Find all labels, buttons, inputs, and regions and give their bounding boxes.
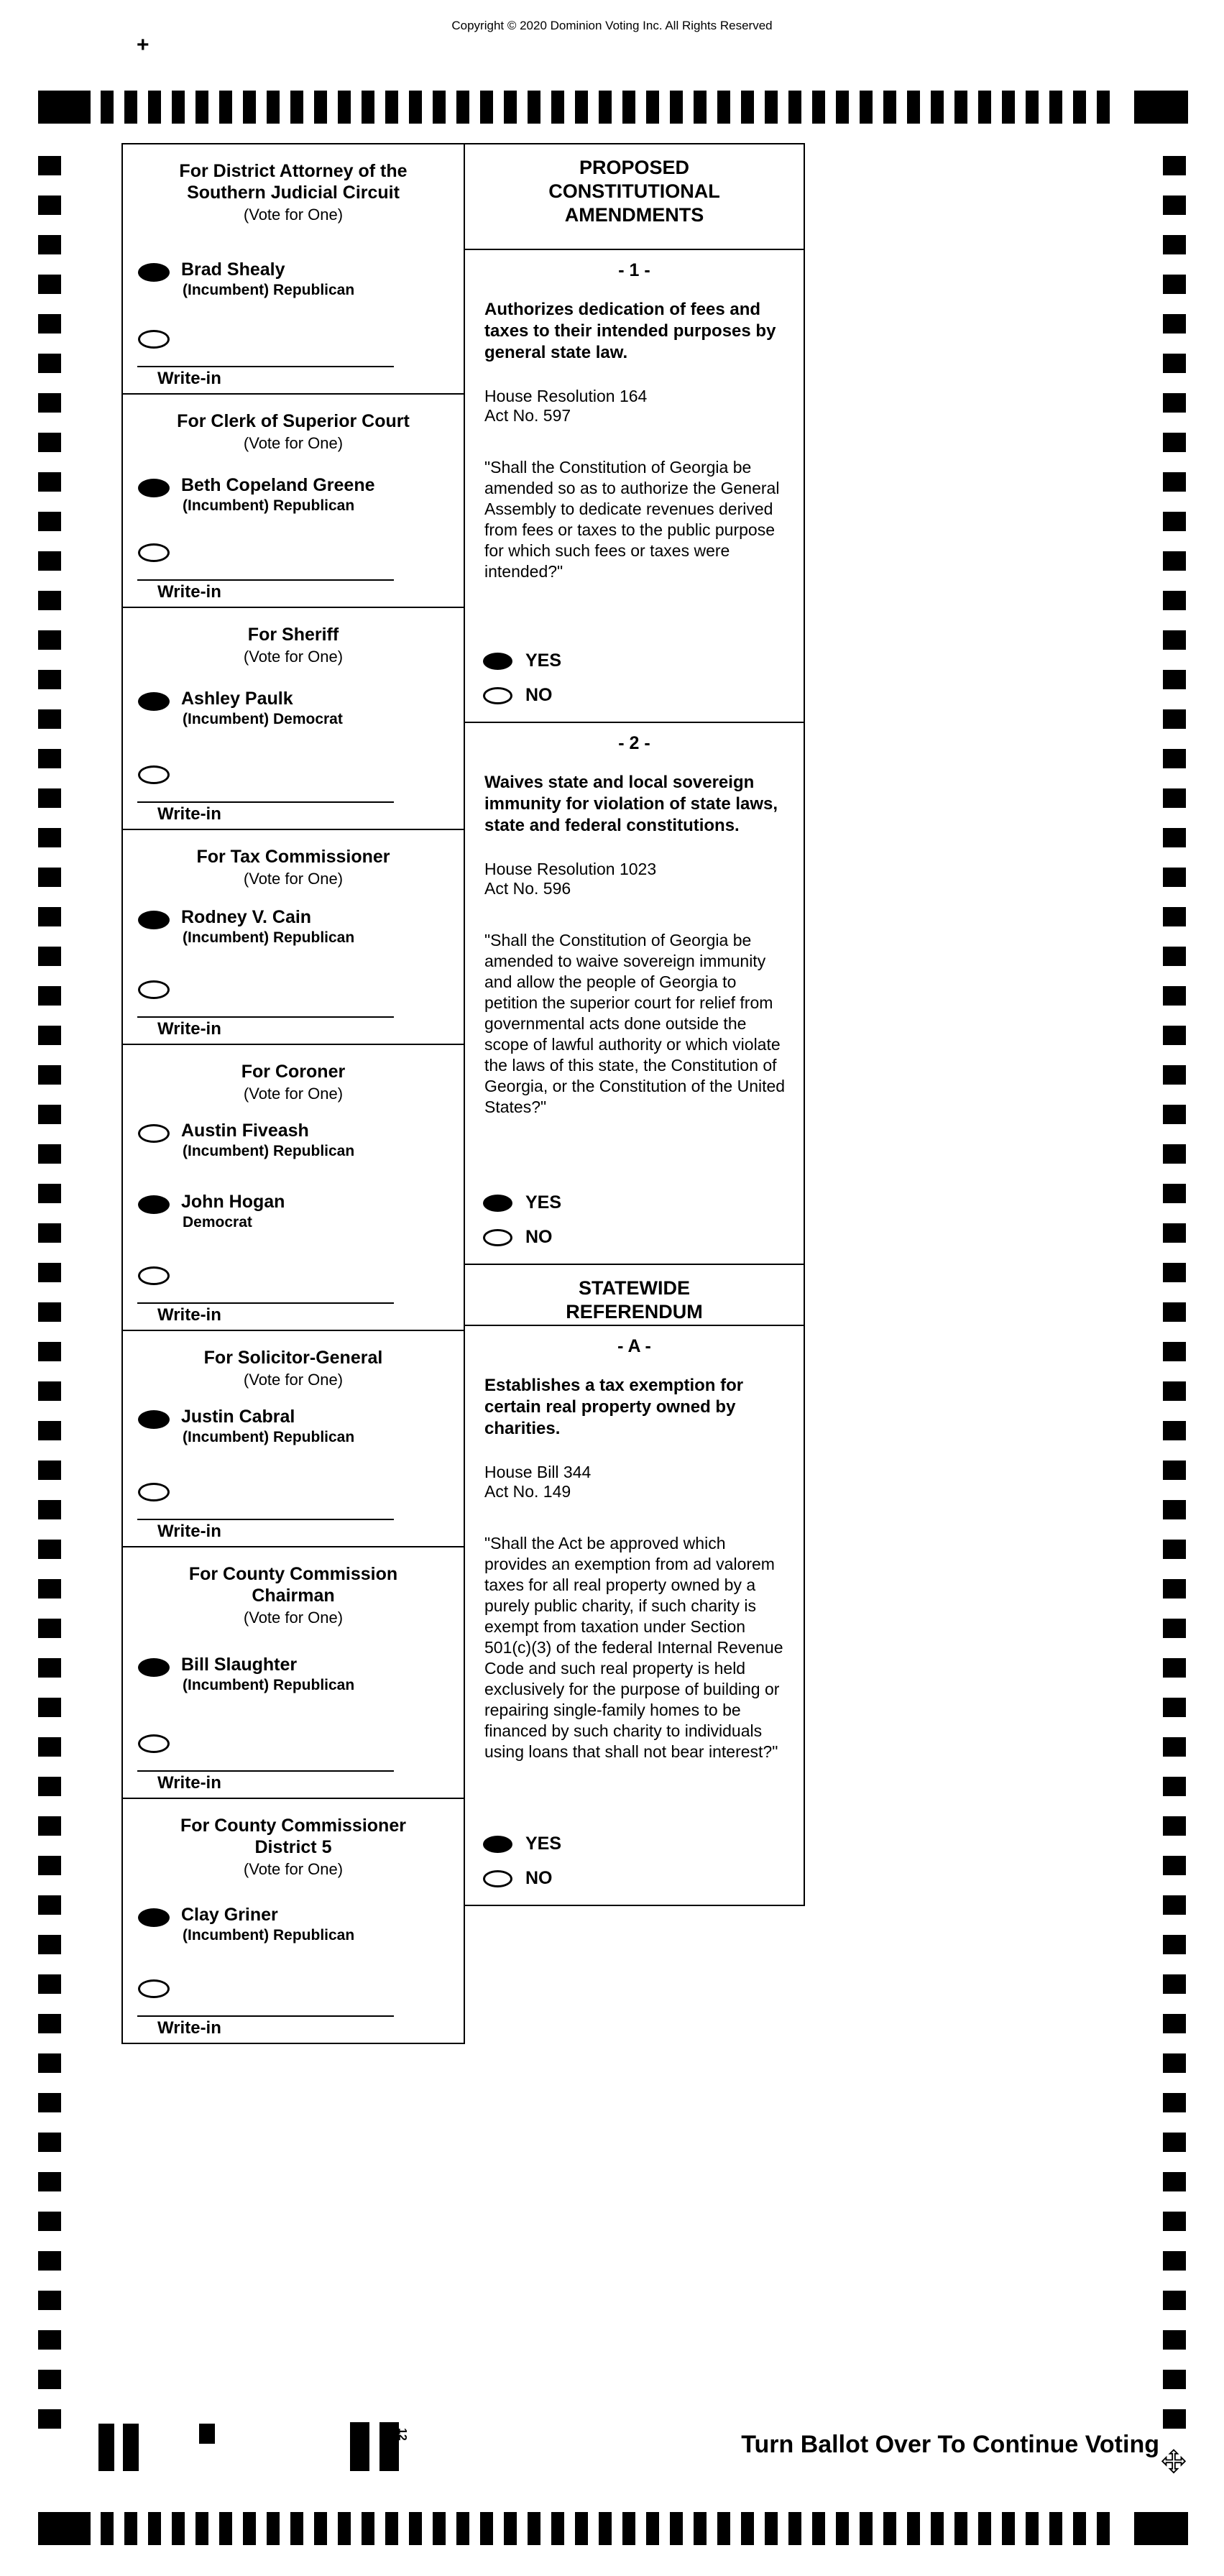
no-oval[interactable] [483, 1870, 512, 1887]
contest-county-commissioner-district-5 [121, 1798, 465, 2043]
measure-summary: Establishes a tax exemption for certain real property owned by charities. [484, 1376, 744, 1438]
option-no [483, 1868, 553, 1889]
measure-summary: Authorizes dedication of fees and taxes to their intended purposes by general state law. [484, 300, 776, 362]
option-no [483, 685, 553, 706]
contest-district-attorney [121, 143, 465, 393]
candidate-option [138, 1192, 285, 1231]
candidate-name: Beth Copeland Greene [181, 475, 375, 495]
timing-mark-block-bottom-right [1134, 2512, 1188, 2545]
stub-mark [123, 2424, 139, 2471]
candidate-oval[interactable] [138, 692, 170, 711]
write-in-line [137, 1770, 394, 1772]
turn-ballot-over-text: Turn Ballot Over To Continue Voting [741, 2431, 1159, 2458]
candidate-oval[interactable] [138, 1908, 170, 1927]
move-arrows-icon [1159, 2448, 1188, 2477]
measure-reference: House Resolution 1023 Act No. 596 [484, 860, 657, 898]
write-in-label: Write-in [157, 1773, 221, 1793]
write-in-area[interactable] [137, 1519, 394, 1542]
yes-label: YES [525, 1192, 562, 1213]
candidate-oval[interactable] [138, 263, 170, 282]
candidate-oval[interactable] [138, 911, 170, 929]
contest-title: For County Commission Chairman [188, 1564, 398, 1606]
write-in-label: Write-in [157, 1522, 221, 1541]
write-in-line [137, 1016, 394, 1018]
option-no [483, 1227, 553, 1248]
no-oval[interactable] [483, 1229, 512, 1246]
candidate-oval[interactable] [138, 1195, 170, 1214]
candidate-option [138, 689, 343, 728]
timing-mark-block-top-right [1134, 91, 1188, 124]
write-in-area[interactable] [137, 1302, 394, 1325]
candidate-oval[interactable] [138, 1124, 170, 1143]
yes-oval[interactable] [483, 653, 512, 670]
measure-reference: House Resolution 164 Act No. 597 [484, 387, 648, 425]
candidate-name: Brad Shealy [181, 259, 285, 280]
yes-label: YES [525, 650, 562, 671]
write-in-area[interactable] [137, 1016, 394, 1039]
write-in-line [137, 2015, 394, 2017]
candidate-party: Democrat [183, 1214, 252, 1230]
yes-oval[interactable] [483, 1836, 512, 1853]
timing-mark-block-top-left [38, 91, 91, 124]
write-in-line [137, 366, 394, 367]
no-label: NO [525, 685, 553, 705]
write-in-line [137, 1519, 394, 1520]
write-in-oval[interactable] [138, 330, 170, 349]
contest-title: For Clerk of Superior Court [177, 411, 410, 431]
write-in-oval[interactable] [138, 1483, 170, 1501]
yes-oval[interactable] [483, 1195, 512, 1212]
candidate-name: Clay Griner [181, 1905, 278, 1925]
candidate-name: John Hogan [181, 1192, 285, 1212]
write-in-line [137, 801, 394, 803]
candidate-party: (Incumbent) Republican [183, 1429, 355, 1445]
measure-question: "Shall the Act be approved which provides an exemption from ad valorem taxes for all real property owned by a purely public charity, if such charity is exempt from taxation under Section 501(c)(3) of the federal Internal Revenue Code and such real property is held exclusively for the purpose of building or repairing single-family homes to be financed by such charity to individuals using loans that shall not bear interest?" [484, 1534, 783, 1761]
option-yes [483, 1834, 561, 1854]
copyright-text: Copyright © 2020 Dominion Voting Inc. All Rights Reserved [451, 19, 773, 32]
no-oval[interactable] [483, 687, 512, 704]
write-in-label: Write-in [157, 804, 221, 824]
measure-referendum-a [464, 1325, 805, 1905]
measure-number: - A - [617, 1336, 651, 1356]
measure-reference: House Bill 344 Act No. 149 [484, 1463, 592, 1501]
registration-plus-mark: + [137, 33, 149, 57]
timing-marks-top [101, 91, 1110, 124]
candidate-name: Justin Cabral [181, 1407, 295, 1427]
contest-title: For County Commissioner District 5 [180, 1816, 406, 1857]
write-in-label: Write-in [157, 369, 221, 388]
vote-instruction: (Vote for One) [243, 1085, 344, 1103]
candidate-option [138, 475, 375, 515]
timing-marks-right [1163, 156, 1186, 2429]
write-in-area[interactable] [137, 1770, 394, 1793]
contest-solicitor-general [121, 1330, 465, 1546]
stub-mark [350, 2422, 369, 2471]
write-in-area[interactable] [137, 2015, 394, 2038]
candidate-oval[interactable] [138, 479, 170, 497]
candidate-party: (Incumbent) Republican [183, 497, 355, 514]
measure-number: - 2 - [618, 733, 650, 753]
measure-question: "Shall the Constitution of Georgia be amended to waive sovereign immunity and allow the people of Georgia to petition the superior court for relief from governmental acts done outside the scope of lawful authority or which violate the laws of this state, the Constitution of Georgia, or the Constitution of the United States?" [484, 931, 786, 1116]
measure-number: - 1 - [618, 260, 650, 280]
contests-column [121, 143, 465, 2044]
vote-instruction: (Vote for One) [243, 434, 344, 452]
write-in-oval[interactable] [138, 1979, 170, 1998]
option-yes [483, 1192, 561, 1213]
vote-instruction: (Vote for One) [243, 206, 344, 224]
contest-sheriff [121, 607, 465, 829]
contest-title: For Solicitor-General [203, 1348, 383, 1368]
contest-title: For Tax Commissioner [196, 847, 390, 867]
candidate-name: Ashley Paulk [181, 689, 293, 709]
amendments-header: PROPOSED CONSTITUTIONAL AMENDMENTS [464, 143, 805, 249]
measure-amendment-2 [464, 722, 805, 1264]
candidate-party: (Incumbent) Republican [183, 1677, 355, 1693]
vote-instruction: (Vote for One) [243, 1371, 344, 1389]
stub-mark [98, 2424, 114, 2471]
write-in-area[interactable] [137, 366, 394, 389]
write-in-oval[interactable] [138, 1734, 170, 1753]
measure-question: "Shall the Constitution of Georgia be amended so as to authorize the General Assembly to dedicate revenues derived from fees or taxes to the public purpose for which such fees or taxes were intended?" [484, 458, 780, 581]
contest-title: For Sheriff [247, 625, 339, 645]
vote-instruction: (Vote for One) [243, 1860, 344, 1878]
candidate-oval[interactable] [138, 1410, 170, 1429]
candidate-option [138, 1655, 354, 1694]
write-in-oval[interactable] [138, 543, 170, 562]
write-in-oval[interactable] [138, 765, 170, 784]
referendum-header: STATEWIDE REFERENDUM [464, 1264, 805, 1325]
measure-summary: Waives state and local sovereign immunity for violation of state laws, state and federal constitutions. [484, 773, 778, 835]
candidate-option [138, 259, 354, 299]
option-yes [483, 650, 561, 671]
candidate-name: Bill Slaughter [181, 1655, 298, 1675]
write-in-line [137, 579, 394, 581]
candidate-party: (Incumbent) Republican [183, 1143, 355, 1159]
candidate-party: (Incumbent) Democrat [183, 711, 343, 727]
contest-clerk-superior-court [121, 393, 465, 607]
stub-mark [199, 2424, 215, 2444]
measures-column [464, 143, 805, 1906]
contest-county-commission-chairman [121, 1546, 465, 1798]
candidate-oval[interactable] [138, 1658, 170, 1677]
measure-amendment-1 [464, 249, 805, 722]
contest-title: For Coroner [241, 1062, 346, 1082]
candidate-party: (Incumbent) Republican [183, 282, 355, 298]
candidate-name: Rodney V. Cain [181, 907, 312, 927]
write-in-label: Write-in [157, 2018, 221, 2038]
write-in-label: Write-in [157, 1305, 221, 1325]
write-in-area[interactable] [137, 801, 394, 824]
candidate-option [138, 1121, 354, 1160]
vote-instruction: (Vote for One) [243, 870, 344, 888]
write-in-oval[interactable] [138, 980, 170, 999]
vote-instruction: (Vote for One) [243, 648, 344, 666]
no-label: NO [525, 1868, 553, 1888]
write-in-label: Write-in [157, 1019, 221, 1039]
candidate-name: Austin Fiveash [181, 1121, 309, 1141]
candidate-party: (Incumbent) Republican [183, 1927, 355, 1944]
contest-tax-commissioner [121, 829, 465, 1044]
yes-label: YES [525, 1834, 562, 1854]
candidate-party: (Incumbent) Republican [183, 929, 355, 946]
timing-marks-bottom [101, 2512, 1110, 2545]
no-label: NO [525, 1227, 553, 1247]
write-in-oval[interactable] [138, 1266, 170, 1285]
contest-title: For District Attorney of the Southern Judicial Circuit [179, 161, 408, 203]
candidate-option [138, 1407, 354, 1446]
contest-coroner [121, 1044, 465, 1330]
write-in-area[interactable] [137, 579, 394, 602]
stub-code: 12 [396, 2428, 408, 2441]
write-in-line [137, 1302, 394, 1304]
timing-mark-block-bottom-left [38, 2512, 91, 2545]
candidate-option [138, 1905, 354, 1944]
timing-marks-left [38, 156, 61, 2429]
candidate-option [138, 907, 354, 947]
write-in-label: Write-in [157, 582, 221, 602]
vote-instruction: (Vote for One) [243, 1609, 344, 1627]
